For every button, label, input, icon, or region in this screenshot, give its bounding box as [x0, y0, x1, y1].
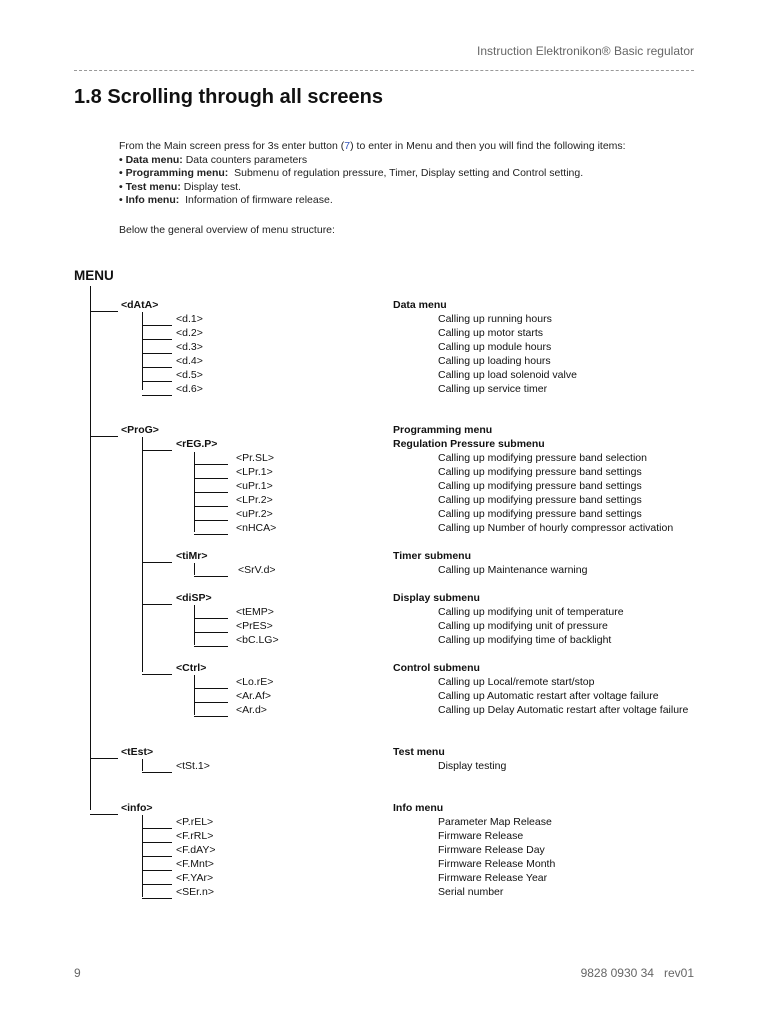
menu-desc-tst1: Display testing	[438, 760, 507, 772]
menu-item-prel[interactable]: <P.rEL>	[176, 816, 214, 828]
submenu-node-regp[interactable]: <rEG.P>	[176, 438, 218, 450]
tree-connector	[142, 562, 172, 563]
bullet-test-menu	[119, 181, 626, 195]
menu-item-upr1[interactable]: <uPr.1>	[236, 480, 273, 492]
intro-line-1-post: ) to enter in Menu and then you will find the following items:	[350, 140, 626, 152]
tree-connector	[142, 759, 143, 771]
tree-connector	[142, 381, 172, 382]
tree-connector	[194, 520, 228, 521]
overview-caption: Below the general overview of menu structure:	[119, 224, 335, 236]
menu-item-d5[interactable]: <d.5>	[176, 369, 203, 381]
menu-item-temp[interactable]: <tEMP>	[236, 606, 274, 618]
menu-item-d4[interactable]: <d.4>	[176, 355, 203, 367]
menu-item-lpr2[interactable]: <LPr.2>	[236, 494, 273, 506]
page-number: 9	[74, 966, 81, 980]
intro-text	[119, 140, 626, 208]
tree-connector	[194, 492, 228, 493]
tree-connector	[90, 311, 118, 312]
submenu-desc-regp: Regulation Pressure submenu	[393, 438, 545, 450]
menu-item-fday[interactable]: <F.dAY>	[176, 844, 216, 856]
menu-desc-d4: Calling up loading hours	[438, 355, 551, 367]
tree-connector	[194, 576, 228, 577]
menu-desc-nhca: Calling up Number of hourly compressor activation	[438, 522, 674, 534]
menu-node-info[interactable]: <info>	[121, 802, 153, 814]
menu-desc-temp: Calling up modifying unit of temperature	[438, 606, 624, 618]
menu-node-test[interactable]: <tEst>	[121, 746, 154, 758]
menu-desc-prsl: Calling up modifying pressure band selection	[438, 452, 647, 464]
menu-item-upr2[interactable]: <uPr.2>	[236, 508, 273, 520]
menu-desc-data: Data menu	[393, 299, 447, 311]
menu-desc-upr1: Calling up modifying pressure band settings	[438, 480, 642, 492]
menu-desc-fyar: Firmware Release Year	[438, 872, 548, 884]
tree-connector	[194, 618, 228, 619]
menu-item-d1[interactable]: <d.1>	[176, 313, 203, 325]
menu-desc-fday: Firmware Release Day	[438, 844, 545, 856]
menu-desc-prog: Programming menu	[393, 424, 493, 436]
tree-connector	[194, 478, 228, 479]
tree-connector	[142, 367, 172, 368]
tree-connector	[194, 688, 228, 689]
tree-connector	[142, 604, 172, 605]
tree-connector	[142, 325, 172, 326]
tree-connector	[90, 286, 91, 810]
submenu-node-ctrl[interactable]: <Ctrl>	[176, 662, 207, 674]
menu-item-bclg[interactable]: <bC.LG>	[236, 634, 279, 646]
menu-desc-prel: Parameter Map Release	[438, 816, 552, 828]
menu-item-d2[interactable]: <d.2>	[176, 327, 203, 339]
tree-connector	[142, 353, 172, 354]
tree-connector	[90, 814, 118, 815]
menu-item-fmnt[interactable]: <F.Mnt>	[176, 858, 214, 870]
tree-connector	[142, 884, 172, 885]
menu-desc-lpr1: Calling up modifying pressure band settings	[438, 466, 642, 478]
menu-item-srvd[interactable]: <SrV.d>	[238, 564, 276, 576]
bullet-label: • Programming menu:	[119, 167, 229, 180]
tree-connector	[142, 339, 172, 340]
menu-desc-info: Info menu	[393, 802, 444, 814]
menu-desc-araf: Calling up Automatic restart after voltage failure	[438, 690, 659, 702]
tree-connector	[142, 842, 172, 843]
menu-desc-d6: Calling up service timer	[438, 383, 548, 395]
menu-item-sern[interactable]: <SEr.n>	[176, 886, 214, 898]
menu-desc-frrl: Firmware Release	[438, 830, 524, 842]
tree-connector	[194, 702, 228, 703]
menu-desc-d5: Calling up load solenoid valve	[438, 369, 577, 381]
tree-connector	[194, 506, 228, 507]
menu-desc-lpr2: Calling up modifying pressure band settings	[438, 494, 642, 506]
menu-desc-bclg: Calling up modifying time of backlight	[438, 634, 612, 646]
button-number-link[interactable]: 7	[344, 140, 351, 152]
menu-node-prog[interactable]: <ProG>	[121, 424, 159, 436]
tree-connector	[142, 828, 172, 829]
menu-desc-d2: Calling up motor starts	[438, 327, 544, 339]
tree-connector	[194, 464, 228, 465]
bullet-text: Display test.	[180, 180, 241, 193]
tree-connector	[194, 716, 228, 717]
intro-line-1	[119, 140, 626, 154]
menu-desc-upr2: Calling up modifying pressure band settings	[438, 508, 642, 520]
bullet-label: • Test menu:	[119, 180, 181, 193]
menu-item-nhca[interactable]: <nHCA>	[236, 522, 277, 534]
menu-item-prsl[interactable]: <Pr.SL>	[236, 452, 274, 464]
tree-connector	[90, 436, 118, 437]
menu-item-lore[interactable]: <Lo.rE>	[236, 676, 274, 688]
tree-connector	[142, 898, 172, 899]
submenu-desc-ctrl: Control submenu	[393, 662, 480, 674]
bullet-text: Information of firmware release.	[179, 194, 333, 207]
menu-desc-sern: Serial number	[438, 886, 504, 898]
menu-desc-ard: Calling up Delay Automatic restart after voltage failure	[438, 704, 689, 716]
bullet-label: • Data menu:	[119, 153, 183, 166]
submenu-node-disp[interactable]: <diSP>	[176, 592, 212, 604]
menu-item-fyar[interactable]: <F.YAr>	[176, 872, 214, 884]
submenu-node-timer[interactable]: <tiMr>	[176, 550, 208, 562]
header-rule	[74, 70, 694, 71]
intro-line-1-pre: From the Main screen press for 3s enter button (	[119, 140, 345, 152]
tree-connector	[194, 632, 228, 633]
document-number: 9828 0930 34 rev01	[580, 966, 694, 980]
menu-item-frrl[interactable]: <F.rRL>	[176, 830, 214, 842]
tree-connector	[142, 674, 172, 675]
menu-item-lpr1[interactable]: <LPr.1>	[236, 466, 273, 478]
menu-item-d3[interactable]: <d.3>	[176, 341, 203, 353]
tree-connector	[142, 450, 172, 451]
tree-connector	[142, 772, 172, 773]
menu-desc-fmnt: Firmware Release Month	[438, 858, 556, 870]
menu-node-data[interactable]: <dAtA>	[121, 299, 159, 311]
tree-connector	[194, 605, 195, 645]
bullet-text: Data counters parameters	[182, 153, 308, 166]
tree-connector	[194, 563, 195, 575]
tree-connector	[194, 675, 195, 715]
header-title: Instruction Elektronikon® Basic regulator	[477, 44, 694, 58]
tree-connector	[142, 856, 172, 857]
tree-connector	[194, 534, 228, 535]
menu-title: MENU	[74, 268, 114, 283]
tree-connector	[194, 646, 228, 647]
bullet-text: Submenu of regulation pressure, Timer, Display setting and Control setting.	[228, 167, 584, 180]
tree-connector	[90, 758, 118, 759]
tree-connector	[142, 312, 143, 390]
menu-desc-test: Test menu	[393, 746, 445, 758]
bullet-programming-menu	[119, 167, 626, 181]
menu-item-ard[interactable]: <Ar.d>	[236, 704, 267, 716]
section-title: 1.8 Scrolling through all screens	[74, 86, 383, 108]
menu-item-tst1[interactable]: <tSt.1>	[176, 760, 210, 772]
menu-item-araf[interactable]: <Ar.Af>	[236, 690, 272, 702]
menu-desc-lore: Calling up Local/remote start/stop	[438, 676, 595, 688]
bullet-label: • Info menu:	[119, 194, 180, 207]
menu-desc-d3: Calling up module hours	[438, 341, 552, 353]
tree-connector	[142, 870, 172, 871]
submenu-desc-disp: Display submenu	[393, 592, 480, 604]
submenu-desc-timer: Timer submenu	[393, 550, 471, 562]
bullet-data-menu	[119, 154, 626, 168]
menu-item-pres[interactable]: <PrES>	[236, 620, 273, 632]
tree-connector	[142, 437, 143, 672]
bullet-info-menu	[119, 194, 626, 208]
menu-desc-d1: Calling up running hours	[438, 313, 552, 325]
menu-desc-pres: Calling up modifying unit of pressure	[438, 620, 608, 632]
tree-connector	[142, 395, 172, 396]
menu-desc-srvd: Calling up Maintenance warning	[438, 564, 588, 576]
menu-item-d6[interactable]: <d.6>	[176, 383, 203, 395]
